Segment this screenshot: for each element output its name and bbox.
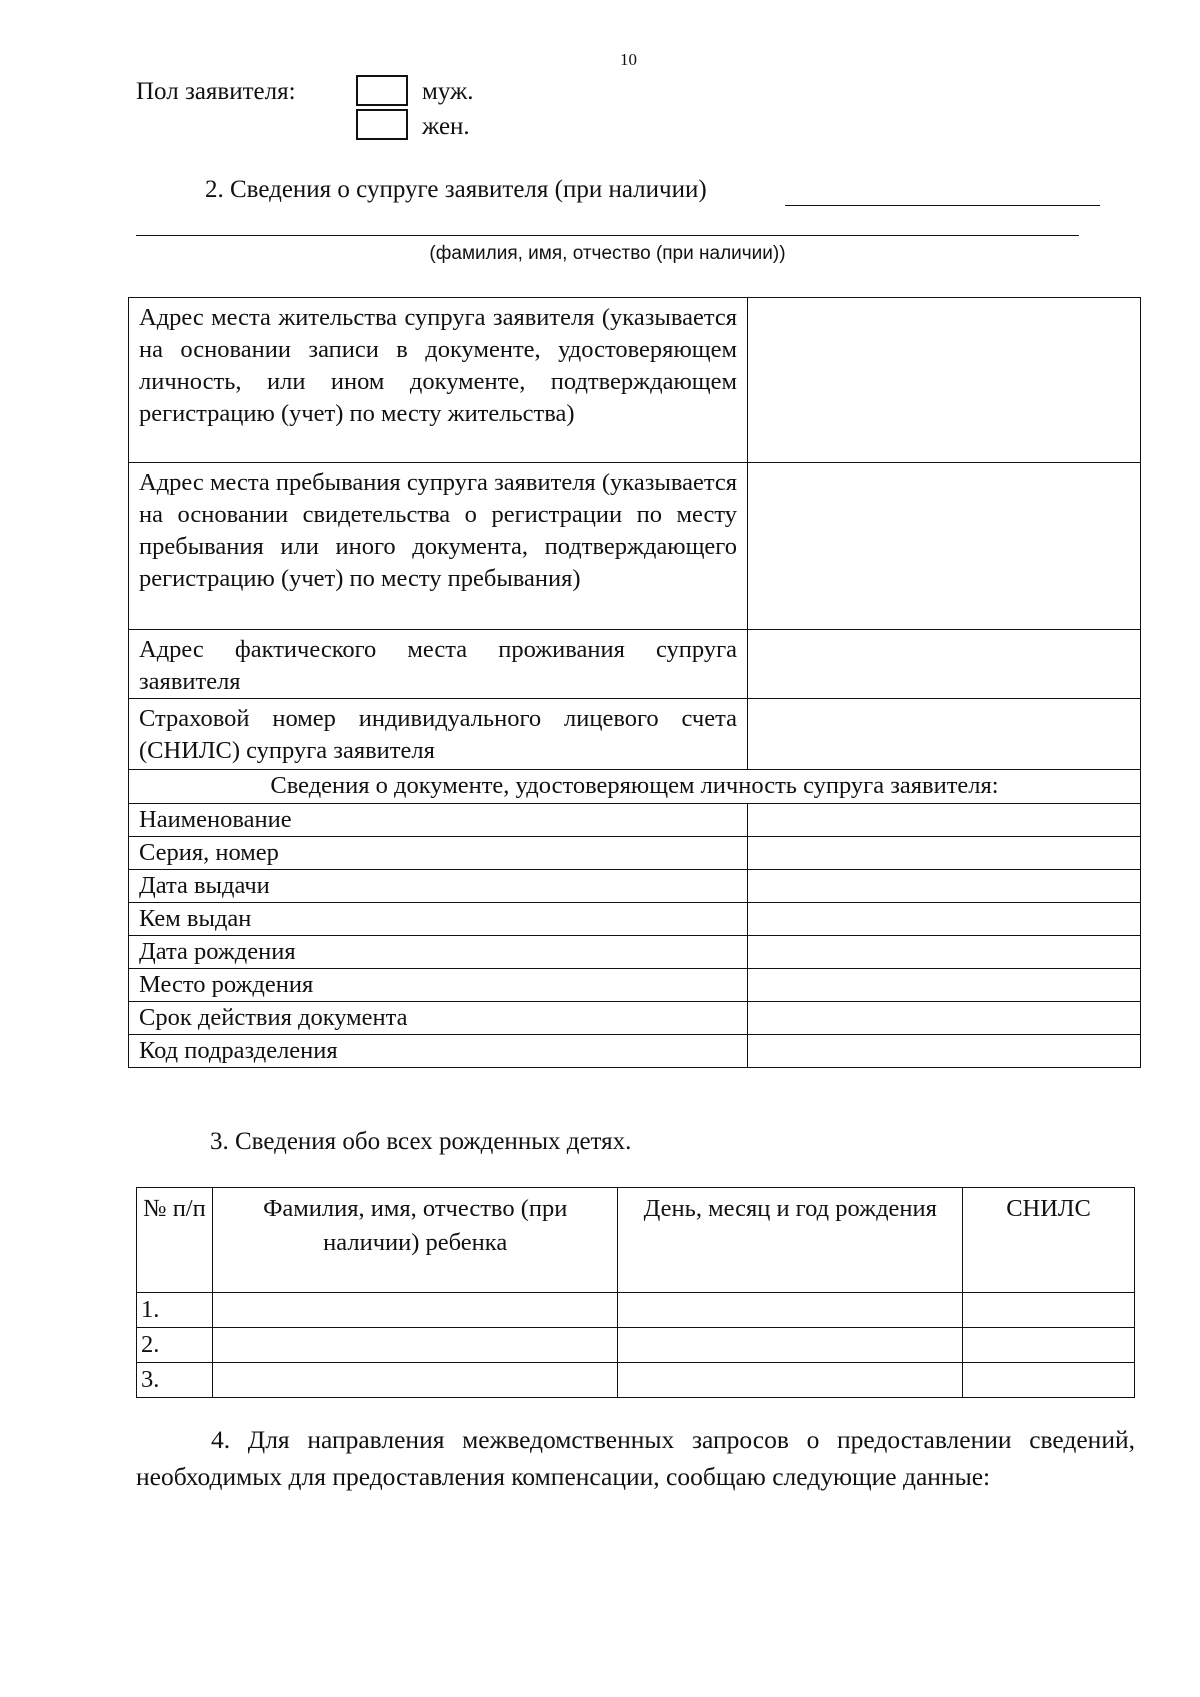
child-name-cell[interactable] bbox=[212, 1293, 618, 1328]
birth-date-value[interactable] bbox=[748, 936, 1141, 969]
table-row bbox=[129, 630, 1141, 699]
table-row bbox=[129, 1002, 1141, 1035]
child-snils-cell[interactable] bbox=[963, 1293, 1135, 1328]
row-number: 1. bbox=[137, 1293, 213, 1328]
col-header-name: Фамилия, имя, отчество (при наличии) ребенка bbox=[212, 1188, 618, 1293]
residence-address-value[interactable] bbox=[748, 298, 1141, 463]
male-checkbox[interactable] bbox=[356, 75, 408, 106]
doc-series-value[interactable] bbox=[748, 837, 1141, 870]
spouse-name-line-1[interactable] bbox=[785, 205, 1100, 206]
division-code-value[interactable] bbox=[748, 1035, 1141, 1068]
section2-heading: 2. Сведения о супруге заявителя (при наличии) bbox=[205, 176, 707, 203]
col-header-number: № п/п bbox=[137, 1188, 213, 1293]
table-row bbox=[129, 298, 1141, 463]
table-header-row bbox=[137, 1188, 1135, 1293]
snils-label: Страховой номер индивидуального лицевого счета (СНИЛС) супруга заявителя bbox=[129, 699, 748, 770]
id-document-header: Сведения о документе, удостоверяющем личность супруга заявителя: bbox=[129, 770, 1141, 804]
doc-validity-value[interactable] bbox=[748, 1002, 1141, 1035]
stay-address-label: Адрес места пребывания супруга заявителя (указывается на основании свидетельства о регистрации по месту пребывания или иного документа, подтверждающего регистрацию (учет) по месту пребывания) bbox=[129, 463, 748, 630]
table-row bbox=[129, 936, 1141, 969]
table-row bbox=[129, 463, 1141, 630]
table-row bbox=[129, 969, 1141, 1002]
child-birthdate-cell[interactable] bbox=[618, 1293, 963, 1328]
doc-issued-by-label: Кем выдан bbox=[129, 903, 748, 936]
spouse-info-table bbox=[128, 297, 1141, 1068]
table-row bbox=[137, 1328, 1135, 1363]
col-header-birthdate: День, месяц и год рождения bbox=[618, 1188, 963, 1293]
division-code-label: Код подразделения bbox=[129, 1035, 748, 1068]
female-option-label: жен. bbox=[422, 113, 470, 140]
table-row bbox=[129, 770, 1141, 804]
spouse-name-caption: (фамилия, имя, отчество (при наличии)) bbox=[429, 243, 786, 264]
child-name-cell[interactable] bbox=[212, 1328, 618, 1363]
doc-name-label: Наименование bbox=[129, 804, 748, 837]
doc-validity-label: Срок действия документа bbox=[129, 1002, 748, 1035]
female-checkbox[interactable] bbox=[356, 109, 408, 140]
birth-place-label: Место рождения bbox=[129, 969, 748, 1002]
row-number: 3. bbox=[137, 1363, 213, 1398]
table-row bbox=[129, 1035, 1141, 1068]
page-number: 10 bbox=[620, 50, 637, 69]
child-name-cell[interactable] bbox=[212, 1363, 618, 1398]
doc-issued-by-value[interactable] bbox=[748, 903, 1141, 936]
table-row bbox=[129, 699, 1141, 770]
doc-name-value[interactable] bbox=[748, 804, 1141, 837]
stay-address-value[interactable] bbox=[748, 463, 1141, 630]
child-birthdate-cell[interactable] bbox=[618, 1363, 963, 1398]
male-option-label: муж. bbox=[422, 78, 474, 105]
row-number: 2. bbox=[137, 1328, 213, 1363]
snils-value[interactable] bbox=[748, 699, 1141, 770]
child-birthdate-cell[interactable] bbox=[618, 1328, 963, 1363]
table-row bbox=[129, 837, 1141, 870]
doc-issue-date-label: Дата выдачи bbox=[129, 870, 748, 903]
section4-paragraph: 4. Для направления межведомственных запросов о предоставлении сведений, необходимых для предоставления компенсации, сообщаю следующие данные: bbox=[136, 1425, 1135, 1491]
table-row bbox=[129, 903, 1141, 936]
table-row bbox=[129, 804, 1141, 837]
table-row bbox=[137, 1293, 1135, 1328]
actual-address-label: Адрес фактического места проживания супруга заявителя bbox=[129, 630, 748, 699]
residence-address-label: Адрес места жительства супруга заявителя (указывается на основании записи в документе, удостоверяющем личность, или ином документе, подтверждающем регистрацию (учет) по месту жительства) bbox=[129, 298, 748, 463]
birth-place-value[interactable] bbox=[748, 969, 1141, 1002]
section3-heading: 3. Сведения обо всех рожденных детях. bbox=[210, 1128, 632, 1155]
children-table bbox=[136, 1187, 1135, 1398]
doc-issue-date-value[interactable] bbox=[748, 870, 1141, 903]
table-row bbox=[129, 870, 1141, 903]
col-header-snils: СНИЛС bbox=[963, 1188, 1135, 1293]
birth-date-label: Дата рождения bbox=[129, 936, 748, 969]
doc-series-label: Серия, номер bbox=[129, 837, 748, 870]
child-snils-cell[interactable] bbox=[963, 1363, 1135, 1398]
gender-label: Пол заявителя: bbox=[136, 78, 296, 105]
spouse-name-line-2[interactable] bbox=[136, 235, 1079, 236]
table-row bbox=[137, 1363, 1135, 1398]
actual-address-value[interactable] bbox=[748, 630, 1141, 699]
child-snils-cell[interactable] bbox=[963, 1328, 1135, 1363]
